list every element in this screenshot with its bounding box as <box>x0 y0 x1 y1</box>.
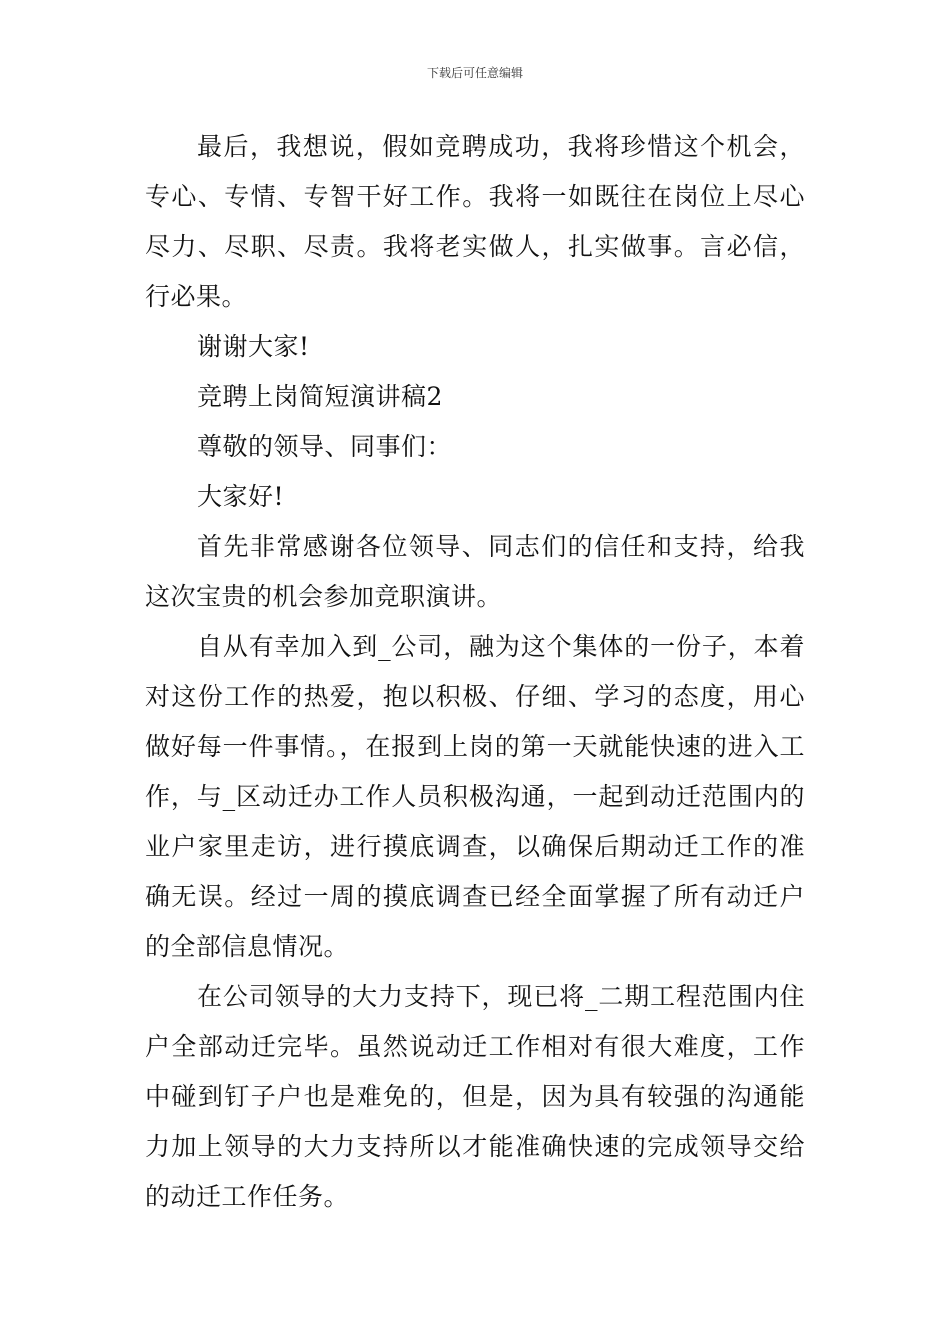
paragraph-closing: 最后，我想说，假如竞聘成功，我将珍惜这个机会，专心、专情、专智干好工作。我将一如既往在岗位上尽心尽力、尽职、尽责。我将老实做人，扎实做事。言必信，行必果。 <box>145 132 805 311</box>
paragraph-greeting: 大家好! <box>197 482 285 511</box>
document-body <box>145 122 805 1222</box>
page-header: 下载后可任意编辑 <box>426 66 523 80</box>
paragraph-achievement: 在公司领导的大力支持下，现已将_二期工程范围内住户全部动迁完毕。虽然说动迁工作相对有很大难度，工作中碰到钉子户也是难免的，但是，因为具有较强的沟通能力加上领导的大力支持所以才能准确快速的完成领导交给的动迁工作任务。 <box>145 982 805 1211</box>
paragraph-thanks: 谢谢大家! <box>197 332 310 361</box>
paragraph-intro: 首先非常感谢各位领导、同志们的信任和支持，给我这次宝贵的机会参加竞职演讲。 <box>145 532 805 611</box>
paragraph-salutation: 尊敬的领导、同事们： <box>197 432 453 461</box>
paragraph-experience: 自从有幸加入到_公司，融为这个集体的一份子，本着对这份工作的热爱，抱以积极、仔细、学习的态度，用心做好每一件事情。，在报到上岗的第一天就能快速的进入工作，与_区动迁办工作人员积极沟通，一起到动迁范围内的业户家里走访，进行摸底调查，以确保后期动迁工作的准确无误。经过一周的摸底调查已经全面掌握了所有动迁户的全部信息情况。 <box>145 632 805 961</box>
section-title: 竞聘上岗简短演讲稿2 <box>197 382 443 411</box>
